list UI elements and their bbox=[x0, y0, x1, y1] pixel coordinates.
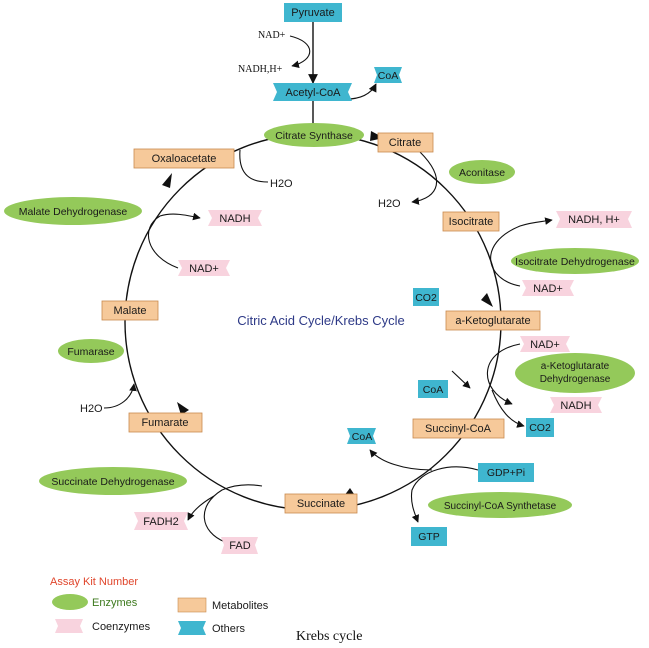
svg-text:Malate Dehydrogenase: Malate Dehydrogenase bbox=[18, 206, 128, 218]
svg-text:Isocitrate Dehydrogenase: Isocitrate Dehydrogenase bbox=[515, 256, 635, 268]
other-coa-left bbox=[347, 428, 376, 444]
diagram-title: Citric Acid Cycle/Krebs Cycle bbox=[237, 313, 405, 328]
h2o-citrate-label: H2O bbox=[378, 198, 401, 210]
enzyme-aconitase bbox=[449, 160, 515, 184]
svg-text:NAD+: NAD+ bbox=[189, 263, 219, 275]
svg-text:Acetyl-CoA: Acetyl-CoA bbox=[285, 87, 341, 99]
svg-text:Enzymes: Enzymes bbox=[92, 597, 138, 609]
cycle-arrowhead bbox=[481, 293, 493, 307]
coenzyme-nad-malate bbox=[178, 260, 230, 276]
svg-text:Aconitase: Aconitase bbox=[458, 167, 506, 179]
svg-text:a-Ketoglutarate: a-Ketoglutarate bbox=[455, 315, 531, 327]
metabolite-succinate bbox=[285, 494, 357, 513]
metabolite-succinyl-coa bbox=[413, 419, 504, 438]
enzyme-isocitrate-dehydrogenase bbox=[511, 248, 639, 274]
svg-text:CoA: CoA bbox=[377, 70, 399, 82]
nadh-malate-arrow bbox=[160, 214, 200, 218]
svg-text:Malate: Malate bbox=[113, 305, 147, 317]
legend-metabolites bbox=[178, 598, 269, 612]
h2o-fumarate-label: H2O bbox=[80, 403, 103, 415]
co2-mid-arrow bbox=[452, 371, 470, 388]
other-co2-mid bbox=[413, 288, 439, 306]
svg-text:CO2: CO2 bbox=[529, 422, 551, 434]
coenzyme-nad-akg bbox=[520, 336, 570, 352]
svg-text:CoA: CoA bbox=[422, 384, 444, 396]
coa-left-arrow bbox=[370, 450, 432, 470]
svg-text:Others: Others bbox=[212, 623, 246, 635]
svg-text:NADH, H+: NADH, H+ bbox=[568, 214, 620, 226]
enzyme-succinate-dehydrogenase bbox=[39, 467, 187, 495]
metabolite-malate bbox=[102, 301, 158, 320]
legend-title: Assay Kit Number bbox=[50, 576, 139, 588]
svg-text:GTP: GTP bbox=[418, 531, 440, 543]
metabolite-citrate bbox=[378, 133, 433, 152]
other-coa-top bbox=[374, 67, 402, 83]
h2o-oxalo-label: H2O bbox=[270, 178, 293, 190]
svg-text:Fumarase: Fumarase bbox=[67, 346, 115, 358]
svg-text:Citrate: Citrate bbox=[388, 137, 422, 149]
figure-caption: Krebs cycle bbox=[296, 629, 363, 644]
svg-text:Dehydrogenase: Dehydrogenase bbox=[539, 374, 611, 385]
svg-text:a-Ketoglutarate: a-Ketoglutarate bbox=[540, 361, 610, 372]
metabolite-oxaloacetate bbox=[134, 149, 234, 168]
fad-arrow bbox=[204, 485, 262, 542]
other-gdp-pi bbox=[478, 463, 534, 482]
enzyme-fumarase bbox=[58, 339, 124, 363]
svg-text:FADH2: FADH2 bbox=[143, 516, 179, 528]
svg-text:Isocitrate: Isocitrate bbox=[448, 216, 494, 228]
metabolite-ketoglutarate bbox=[446, 311, 540, 330]
coenzyme-nadh-akg bbox=[550, 397, 602, 413]
nadh-h-top-label: NADH,H+ bbox=[238, 64, 283, 75]
svg-text:Succinate Dehydrogenase: Succinate Dehydrogenase bbox=[51, 476, 175, 488]
svg-text:Citrate Synthase: Citrate Synthase bbox=[275, 130, 353, 142]
coenzyme-fad bbox=[221, 537, 258, 554]
nad-side-arrow bbox=[290, 36, 310, 66]
svg-text:Metabolites: Metabolites bbox=[212, 600, 269, 612]
coenzyme-nad-iso bbox=[522, 280, 574, 296]
svg-text:NADH: NADH bbox=[219, 213, 251, 225]
legend-coenzymes bbox=[55, 619, 151, 633]
svg-text:NADH: NADH bbox=[560, 400, 592, 412]
other-acetyl-coa bbox=[273, 83, 352, 101]
svg-text:CoA: CoA bbox=[351, 431, 373, 443]
coenzyme-nadh-malate bbox=[208, 210, 262, 226]
legend-enzymes bbox=[52, 594, 138, 610]
svg-text:Pyruvate: Pyruvate bbox=[291, 7, 335, 19]
other-coa-mid bbox=[418, 380, 448, 398]
svg-text:Succinate: Succinate bbox=[296, 498, 346, 510]
svg-text:FAD: FAD bbox=[229, 540, 251, 552]
enzyme-succinyl-coa-synthetase bbox=[428, 492, 572, 518]
other-co2-right bbox=[526, 418, 554, 437]
enzyme-citrate-synthase bbox=[264, 123, 364, 147]
coenzyme-fadh2 bbox=[134, 512, 188, 530]
other-pyruvate bbox=[284, 3, 342, 22]
svg-text:Fumarate: Fumarate bbox=[141, 417, 189, 429]
enzyme-ketoglutarate-dehydrogenase bbox=[515, 353, 635, 393]
svg-text:GDP+Pi: GDP+Pi bbox=[486, 467, 526, 479]
other-gtp bbox=[411, 527, 447, 546]
enzyme-malate-dehydrogenase bbox=[4, 197, 142, 225]
metabolite-fumarate bbox=[129, 413, 202, 432]
cycle-arrowhead bbox=[162, 173, 172, 188]
svg-text:Coenzymes: Coenzymes bbox=[92, 621, 151, 633]
nad-top-label: NAD+ bbox=[258, 30, 286, 41]
svg-text:Oxaloacetate: Oxaloacetate bbox=[151, 153, 217, 165]
legend-others bbox=[178, 621, 246, 635]
coenzyme-nadh-h-iso bbox=[556, 211, 632, 228]
svg-text:NAD+: NAD+ bbox=[533, 283, 563, 295]
h2o-oxalo-arrow bbox=[240, 150, 268, 182]
h2o-fumarate-arrow bbox=[104, 384, 134, 408]
svg-text:Succinyl-CoA: Succinyl-CoA bbox=[424, 423, 492, 435]
svg-text:NAD+: NAD+ bbox=[530, 339, 560, 351]
svg-text:CO2: CO2 bbox=[415, 292, 437, 304]
metabolite-isocitrate bbox=[443, 212, 499, 231]
svg-text:Succinyl-CoA Synthetase: Succinyl-CoA Synthetase bbox=[443, 501, 557, 512]
